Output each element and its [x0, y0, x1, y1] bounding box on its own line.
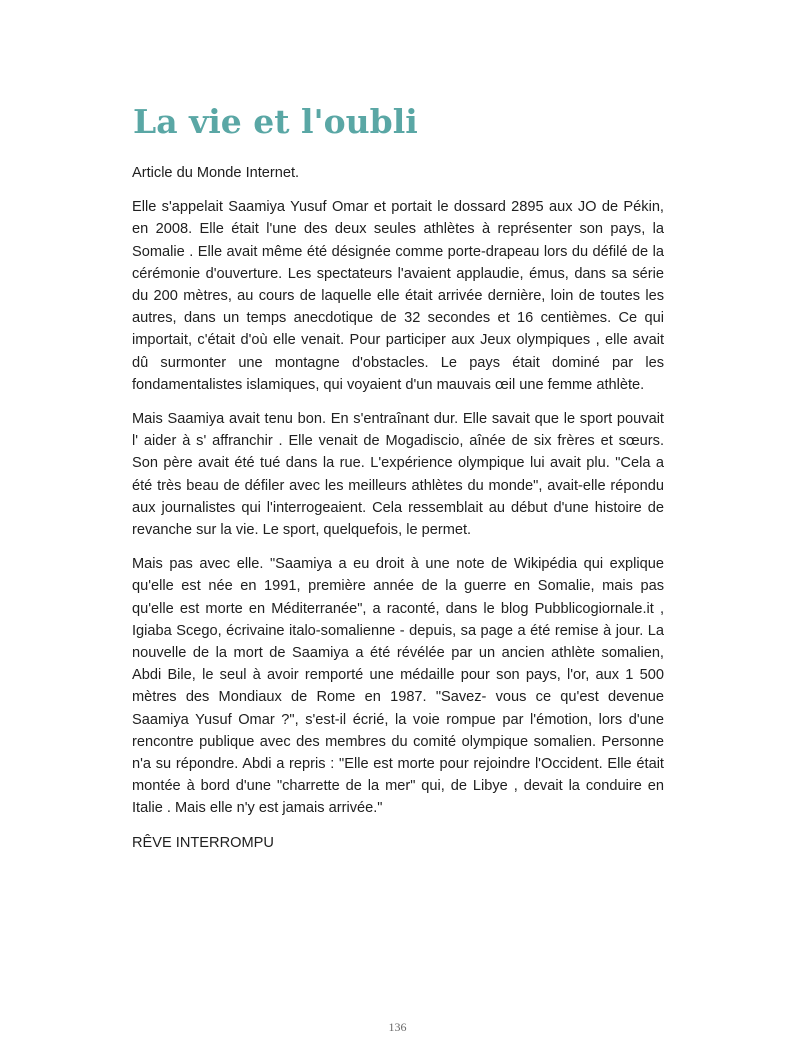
paragraph: Mais pas avec elle. "Saamiya a eu droit à une note de Wikipédia qui explique qu'elle est née en 1991, première année de la guerre en Somalie, mais pas qu'elle est morte en Méditerranée", a raconté, dans le blog Pubblicogiornale.it , Igiaba Scego, écrivaine italo-somalienne - depuis, sa page a été remise à jour. La nouvelle de la mort de Saamiya a été révélée par un ancien athlète somalien, Abdi Bile, le seul à avoir remporté une médaille pour son pays, l'or, aux 1 500 mètres des Mondiaux de Rome en 1987. "Savez- vous ce qu'est devenue Saamiya Yusuf Omar ?", s'est-il écrié, la voie rompue par l'émotion, lors d'une rencontre publique avec des membres du comité olympique somalien. Personne n'a su répondre. Abdi a repris : "Elle est morte pour rejoindre l'Occident. Elle était montée à bord d'une "charrette de la mer" qui, de Libye , devait la conduire en Italie . Mais elle n'y est jamais arrivée.": [132, 556, 664, 817]
page-number: 136: [388, 1020, 407, 1034]
paragraph-source: Article du Monde Internet.: [132, 165, 300, 181]
section-heading: RÊVE INTERROMPU: [132, 834, 274, 851]
article-body: [132, 162, 664, 866]
paragraph: Elle s'appelait Saamiya Yusuf Omar et portait le dossard 2895 aux JO de Pékin, en 2008. Elle était l'une des deux seules athlètes à représenter son pays, la Somalie . Elle avait même été désignée comme porte-drapeau lors du défilé de la cérémonie d'ouverture. Les spectateurs l'avaient applaudie, émus, dans sa série du 200 mètres, au cours de laquelle elle était arrivée dernière, loin de toutes les autres, dans un temps anecdotique de 32 secondes et 16 centièmes. Ce qui importait, c'était d'où elle venait. Pour participer aux Jeux olympiques , elle avait dû surmonter une montagne d'obstacles. Le pays était dominé par les fondamentalistes islamiques, qui voyaient d'un mauvais œil une femme athlète.: [132, 199, 664, 393]
page-title: La vie et l'oubli: [133, 102, 418, 141]
paragraph: Mais Saamiya avait tenu bon. En s'entraînant dur. Elle savait que le sport pouvait l' aider à s' affranchir . Elle venait de Mogadiscio, aînée de six frères et sœurs. Son père avait été tué dans la rue. L'expérience olympique lui avait plu. "Cela a été très beau de défiler avec les meilleurs athlètes du monde", avait-elle répondu aux journalistes qui l'interrogeaient. Cela ressemblait au début d'une histoire de revanche sur la vie. Le sport, quelquefois, le permet.: [132, 411, 664, 539]
